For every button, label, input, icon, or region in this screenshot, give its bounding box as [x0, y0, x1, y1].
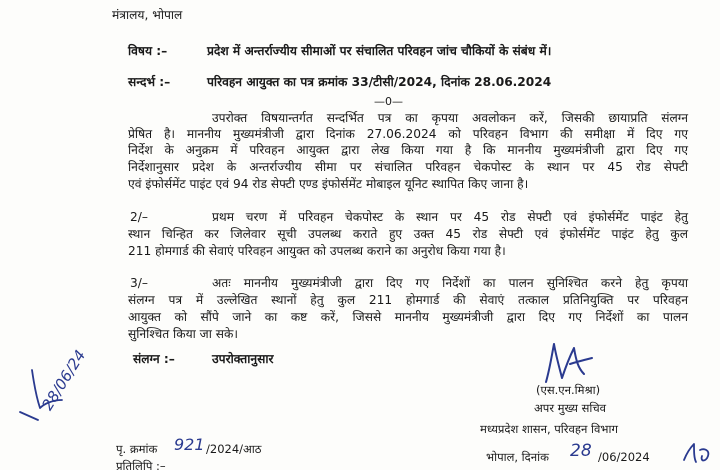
signature-scribble	[540, 338, 600, 386]
para3-line-3: आयुक्त को सौंपे जाने का कष्ट करें, जिससे माननीय मुख्यमंत्रीजी द्वारा दिए गए निर्देशों का पालन	[128, 310, 688, 324]
department-name: मध्यप्रदेश शासन, परिवहन विभाग	[480, 422, 618, 436]
para2-line-1: प्रथम चरण में परिवहन चेकपोस्ट के स्थान पर 45 रोड सेफ्टी एवं इंफोर्समेंट पाइंट हेतु	[212, 210, 688, 224]
signatory-name: (एस.एन.मिश्रा)	[536, 383, 601, 397]
para2-line-2: स्थान चिन्हित कर जिलेवार सूची उपलब्ध कराते हुए उक्त 45 रोड सेफ्टी एवं इंफोर्समेंट पाइंट हेतु कुल	[128, 227, 688, 241]
enclosure-label: संलग्न :–	[133, 352, 175, 366]
para3-number: 3/–	[130, 276, 148, 290]
endorsement-number-suffix: /2024/आठ	[206, 442, 262, 456]
place-date-label: भोपाल, दिनांक	[486, 450, 549, 464]
para1-line-3: निर्देश के अनुक्रम में परिवहन आयुक्त द्वारा लेख किया गया है कि माननीय मुख्यमंत्रीजी द्वारा दिए गए	[128, 143, 688, 157]
enclosure-text: उपरोक्तानुसार	[212, 352, 274, 366]
para1-line-2: प्रेषित है। माननीय मुख्यमंत्रीजी द्वारा दिनांक 27.06.2024 को परिवहन विभाग की समीक्षा में दिए गए	[128, 127, 688, 141]
signatory-designation: अपर मुख्य सचिव	[534, 401, 607, 415]
para3-line-2: संलग्न पत्र में उल्लेखित स्थानों हेतु कुल 211 होमगार्ड की सेवाएं तत्काल प्रतिनियुक्ति पर परिवहन	[128, 293, 688, 307]
reference-text: परिवहन आयुक्त का पत्र क्रमांक 33/टीसी/2024, दिनांक 28.06.2024	[207, 75, 552, 89]
subject-label: विषय :–	[128, 44, 168, 58]
endorsement-number-handwritten: 921	[174, 435, 205, 454]
copy-to-label: प्रतिलिपि :–	[116, 459, 166, 470]
separator: —0—	[374, 95, 403, 108]
para1-line-4: निर्देशानुसार प्रदेश के अन्तर्राज्यीय सीमा पर संचालित परिवहन चेकपोस्ट के स्थान पर 45 रोड सेफ्टी	[128, 160, 688, 174]
para1-line-1: उपरोक्त विषयान्तर्गत सन्दर्भित पत्र का कृपया अवलोकन करें, जिसकी छायाप्रति संलग्न	[212, 111, 688, 125]
para2-line-3: 211 होमगार्ड की सेवाएं परिवहन आयुक्त को उपलब्ध कराने का अनुरोध किया गया है।	[128, 244, 506, 258]
para1-line-5: एवं इंफोर्समेंट पाइंट एवं 94 रोड सेफ्टी एण्ड इंफोर्समेंट मोबाइल यूनिट स्थापित किए जाना है।	[128, 177, 529, 191]
date-handwritten: 28	[570, 441, 592, 461]
reference-label: सन्दर्भ :–	[128, 75, 171, 89]
para3-line-1: अतः माननीय मुख्यमंत्रीजी द्वारा दिए गए निर्देशों का पालन सुनिश्चित करने हेतु कृपया	[212, 276, 688, 290]
initials-scribble	[680, 440, 714, 466]
date-suffix: /06/2024	[598, 450, 650, 464]
margin-handwritten-date: 28/06/24	[38, 346, 90, 414]
address-line: मंत्रालय, भोपाल	[112, 8, 183, 22]
subject-text: प्रदेश में अन्तर्राज्यीय सीमाओं पर संचालित परिवहन जांच चौकियों के संबंध में।	[207, 44, 552, 58]
endorsement-number-label: पृ. क्रमांक	[116, 442, 158, 456]
para2-number: 2/–	[130, 210, 148, 224]
para3-line-4: सुनिश्चित किया जा सके।	[128, 327, 238, 341]
